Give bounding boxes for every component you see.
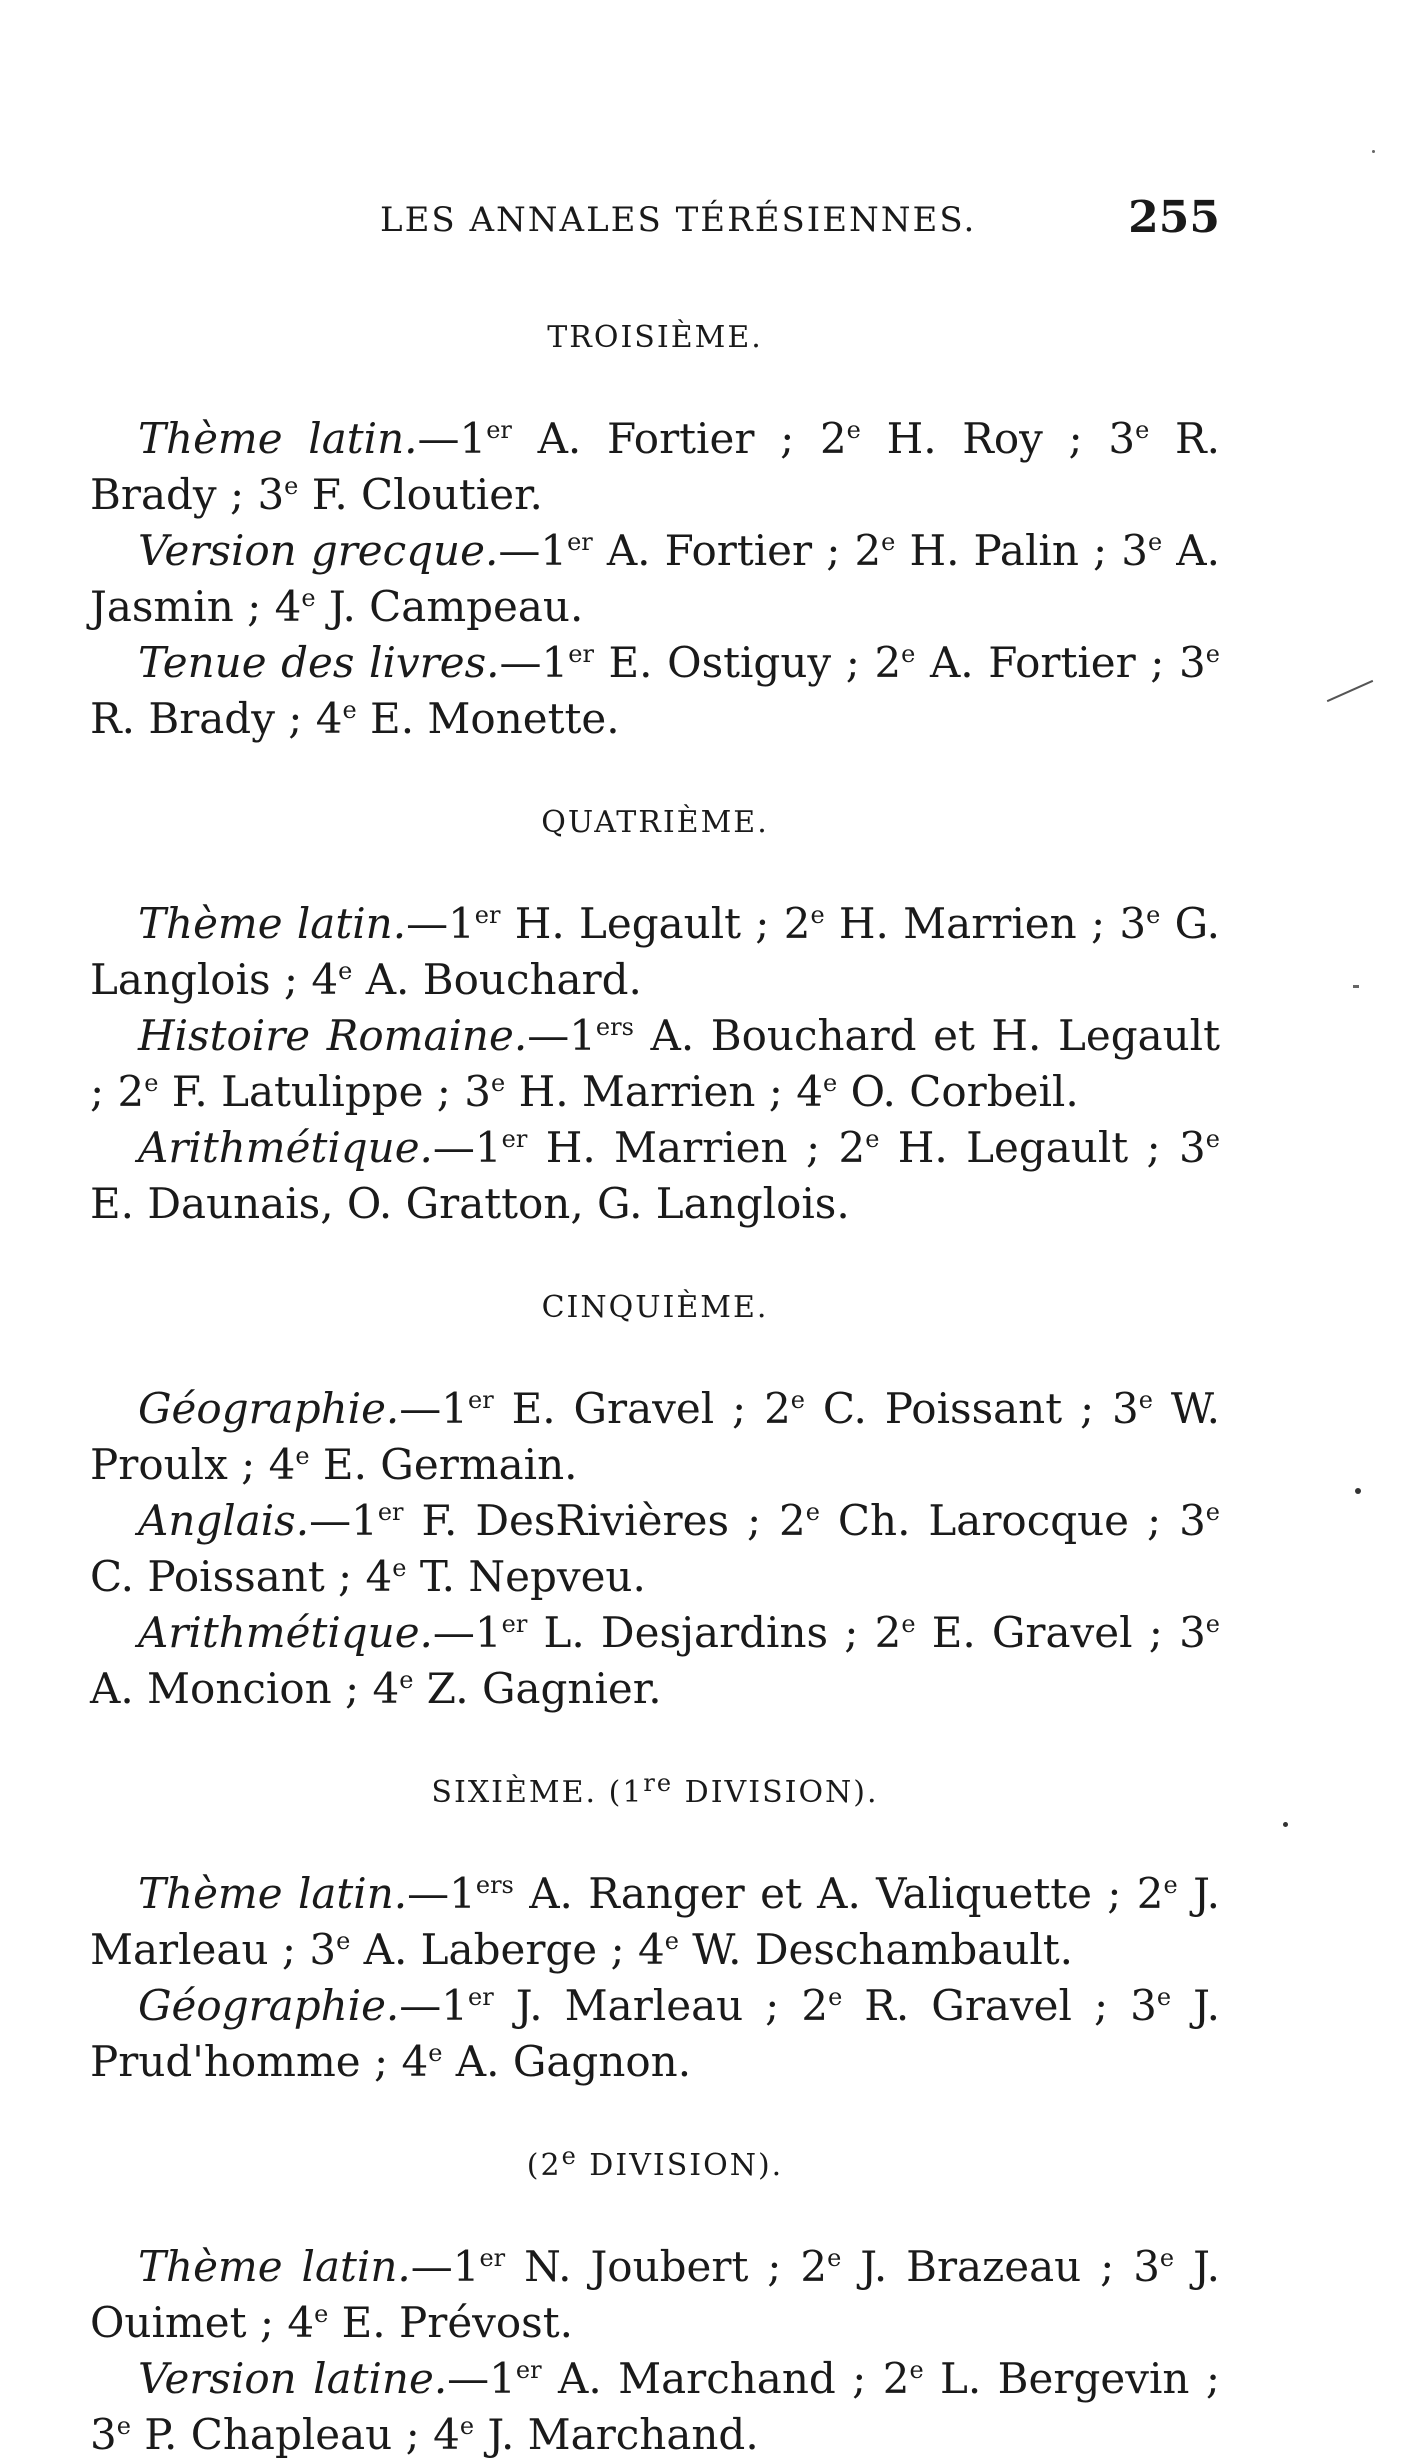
subject-name: Version grecque. — [138, 526, 499, 575]
prize-entry — [90, 1008, 1220, 1120]
subject-name: Thème latin. — [138, 414, 418, 463]
prize-winners: —1er A. Fortier ; 2e H. Roy ; 3e R. Brady ; 3e F. Cloutier. — [90, 414, 1220, 519]
prize-winners: —1ers A. Ranger et A. Valiquette ; 2e J. Marleau ; 3e A. Laberge ; 4e W. Deschambault. — [90, 1869, 1221, 1974]
prize-entry — [90, 2239, 1220, 2351]
section-heading: (2e DIVISION). — [526, 2142, 784, 2183]
margin-dot-3 — [1355, 1488, 1361, 1494]
prize-winners: —1er H. Marrien ; 2e H. Legault ; 3e E. Daunais, O. Gratton, G. Langlois. — [90, 1123, 1220, 1228]
subject-name: Version latine. — [138, 2354, 448, 2403]
subject-name: Arithmétique. — [138, 1608, 433, 1657]
prize-winners: —1er E. Gravel ; 2e C. Poissant ; 3e W. Proulx ; 4e E. Germain. — [90, 1384, 1220, 1489]
margin-dot-1 — [1372, 150, 1375, 153]
prize-list — [90, 320, 1220, 2463]
prize-entry — [90, 635, 1220, 747]
prize-entry — [90, 411, 1220, 523]
prize-entry — [90, 523, 1220, 635]
subject-name: Géographie. — [138, 1384, 400, 1433]
prize-winners: —1er H. Legault ; 2e H. Marrien ; 3e G. Langlois ; 4e A. Bouchard. — [90, 899, 1220, 1004]
section-heading: TROISIÈME. — [547, 320, 763, 355]
section-heading: CINQUIÈME. — [541, 1290, 769, 1325]
prize-entry — [90, 2351, 1220, 2463]
page-number: 255 — [1128, 192, 1220, 243]
subject-name: Thème latin. — [138, 1869, 408, 1918]
prize-winners: —1er A. Marchand ; 2e L. Bergevin ; 3e P. Chapleau ; 4e J. Marchand. — [90, 2354, 1220, 2459]
prize-winners: —1er A. Fortier ; 2e H. Palin ; 3e A. Jasmin ; 4e J. Campeau. — [90, 526, 1220, 631]
book-page — [90, 192, 1221, 2463]
subject-name: Anglais. — [138, 1496, 310, 1545]
running-title: LES ANNALES TÉRÉSIENNES. — [380, 200, 977, 240]
margin-dot-2 — [1353, 985, 1359, 988]
prize-entry — [90, 1493, 1220, 1605]
prize-winners: —1ers A. Bouchard et H. Legault ; 2e F. Latulippe ; 3e H. Marrien ; 4e O. Corbeil. — [90, 1011, 1220, 1116]
section-heading: QUATRIÈME. — [541, 805, 769, 840]
subject-name: Thème latin. — [138, 899, 407, 948]
margin-dot-4 — [1283, 1822, 1288, 1827]
prize-entry — [90, 896, 1220, 1008]
subject-name: Géographie. — [138, 1981, 400, 2030]
running-head — [90, 192, 1220, 260]
subject-name: Arithmétique. — [138, 1123, 433, 1172]
prize-entry — [90, 1605, 1220, 1717]
prize-winners: —1er E. Ostiguy ; 2e A. Fortier ; 3e R. Brady ; 4e E. Monette. — [90, 638, 1220, 743]
prize-winners: —1er N. Joubert ; 2e J. Brazeau ; 3e J. Ouimet ; 4e E. Prévost. — [90, 2242, 1220, 2347]
margin-pen-stroke-1 — [1327, 680, 1373, 702]
prize-entry — [90, 1120, 1220, 1232]
prize-winners: —1er F. DesRivières ; 2e Ch. Larocque ; 3e C. Poissant ; 4e T. Nepveu. — [90, 1496, 1220, 1601]
prize-entry — [90, 1978, 1220, 2090]
prize-entry — [90, 1381, 1220, 1493]
section-heading: SIXIÈME. (1re DIVISION). — [431, 1769, 879, 1810]
subject-name: Thème latin. — [138, 2242, 411, 2291]
prize-winners: —1er L. Desjardins ; 2e E. Gravel ; 3e A. Moncion ; 4e Z. Gagnier. — [90, 1608, 1220, 1713]
prize-entry — [90, 1866, 1220, 1978]
subject-name: Tenue des livres. — [138, 638, 500, 687]
prize-winners: —1er J. Marleau ; 2e R. Gravel ; 3e J. Prud'homme ; 4e A. Gagnon. — [90, 1981, 1221, 2086]
subject-name: Histoire Romaine. — [138, 1011, 528, 1060]
